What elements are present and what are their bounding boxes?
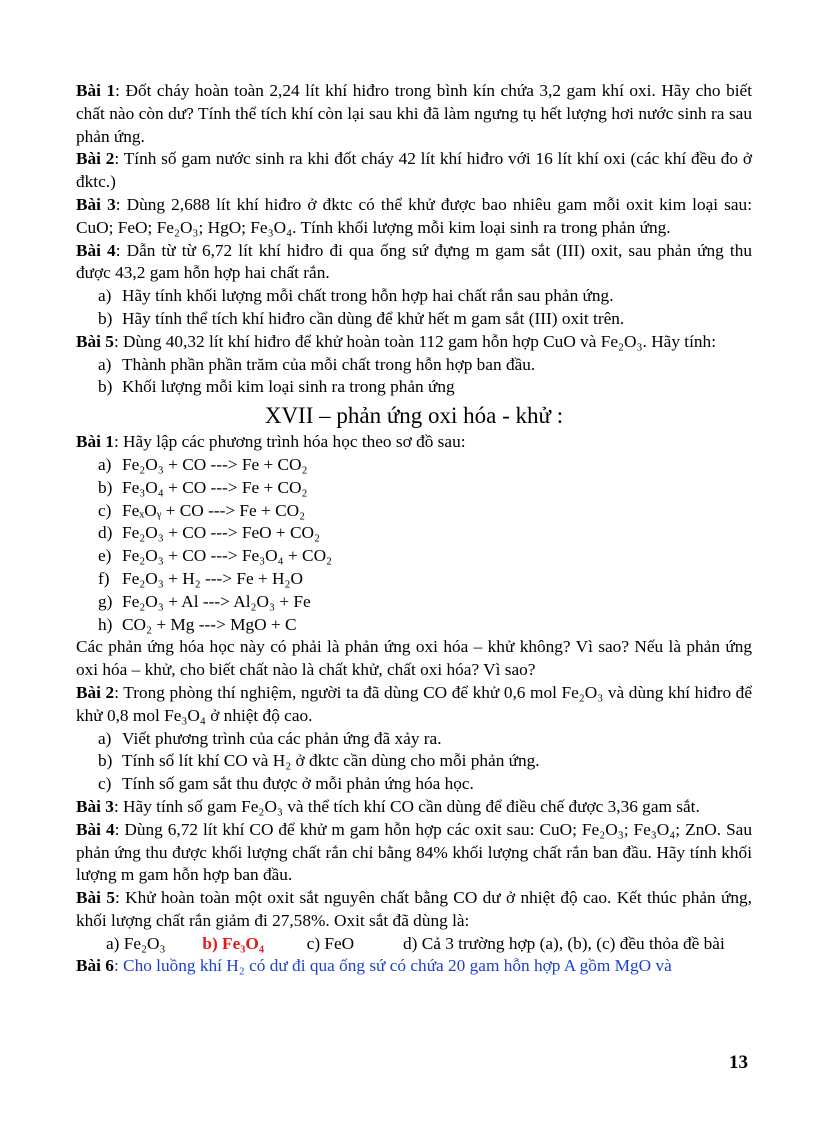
reaction-item — [76, 568, 752, 591]
exercise-2-redox — [76, 682, 752, 728]
reaction-text: Fe₂O₃ + CO ---> Fe + CO₂ — [122, 454, 308, 474]
exercise-label: Bài 1 — [76, 432, 114, 452]
page-number: 13 — [729, 1052, 748, 1073]
exercise-text: : Hãy tính số gam Fe₂O₃ và thể tích khí CO cần dùng để điều chế được 3,36 gam sắt. — [113, 796, 700, 816]
exercise-4-redox — [76, 819, 752, 887]
item-label: b) — [98, 477, 113, 497]
reaction-item — [76, 614, 752, 637]
reaction-text: Fe₂O₃ + Al ---> Al₂O₃ + Fe — [122, 591, 311, 611]
exercise-text: : Trong phòng thí nghiệm, người ta đã dùng CO để khử 0,6 mol Fe₂O₃ và dùng khí hiđro để khử 0,8 mol Fe₃O₄ ở nhiệt độ cao. — [76, 682, 752, 725]
exercise-text: : Dẫn từ từ 6,72 lít khí hiđro đi qua ống sứ đựng m gam sắt (III) oxit, sau phản ứng thu được 43,2 gam hỗn hợp hai chất rắn. — [76, 240, 752, 283]
list-item — [76, 376, 752, 399]
exercise-text: : Tính số gam nước sinh ra khi đốt cháy 42 lít khí hiđro với 16 lít khí oxi (các khí đều đo ở đktc.) — [76, 149, 752, 192]
reaction-item — [76, 522, 752, 545]
list-item — [76, 728, 752, 751]
item-label: f) — [98, 568, 110, 588]
item-label: b) — [98, 377, 113, 397]
exercise-text: : Dùng 40,32 lít khí hiđro để khử hoàn toàn 112 gam hỗn hợp CuO và Fe₂O₃. Hãy tính: — [113, 331, 716, 351]
exercise-5 — [76, 331, 752, 354]
exercise-label: Bài 3 — [76, 796, 114, 816]
choice-a: a) Fe₂O₃ — [106, 933, 166, 953]
choice-b-correct: b) Fe₃O₄ — [202, 933, 265, 953]
exercise-text: : Đốt cháy hoàn toàn 2,24 lít khí hiđro trong bình kín chứa 3,2 gam khí oxi. Hãy cho biết chất nào còn dư? Tính thể tích khí còn lại sau khi đã làm ngưng tụ hết lượng hơi nước sinh ra sau phản ứng. — [76, 81, 753, 146]
item-label: d) — [98, 523, 113, 543]
item-label: a) — [98, 728, 112, 748]
exercise-label: Bài 2 — [76, 682, 115, 702]
reaction-text: Fe₃O₄ + CO ---> Fe + CO₂ — [122, 477, 308, 497]
reaction-text: CO₂ + Mg ---> MgO + C — [122, 614, 297, 634]
item-label: h) — [98, 614, 113, 634]
item-label: a) — [98, 454, 112, 474]
exercise-label: Bài 2 — [76, 149, 115, 169]
reaction-item — [76, 500, 752, 523]
item-text: Hãy tính khối lượng mỗi chất trong hỗn hợp hai chất rắn sau phản ứng. — [122, 286, 614, 306]
exercise-label: Bài 4 — [76, 240, 116, 260]
item-label: a) — [98, 354, 112, 374]
reaction-item — [76, 591, 752, 614]
reaction-item — [76, 477, 752, 500]
exercise-3-redox — [76, 796, 752, 819]
item-text: Tính số gam sắt thu được ở mỗi phản ứng hóa học. — [122, 774, 474, 794]
exercise-4 — [76, 240, 752, 286]
exercise-label: Bài 4 — [76, 819, 115, 839]
exercise-3 — [76, 194, 752, 240]
item-label: c) — [98, 774, 112, 794]
reaction-text: Fe₂O₃ + CO ---> Fe₃O₄ + CO₂ — [122, 546, 333, 566]
exercise-label: Bài 6 — [76, 956, 114, 976]
exercise-text: : Dùng 6,72 lít khí CO để khử m gam hỗn hợp các oxit sau: CuO; Fe₂O₃; Fe₃O₄; ZnO. Sau phản ứng thu được khối lượng chất rắn chỉ bằng 84% khối lượng chất rắn ban đầu. Hãy tính khối lượng m gam hỗn hợp ban đầu. — [76, 819, 752, 885]
item-label: b) — [98, 308, 113, 328]
exercise-1-redox — [76, 431, 752, 454]
exercise-text: : Khử hoàn toàn một oxit sắt nguyên chất bằng CO dư ở nhiệt độ cao. Kết thúc phản ứng, khối lượng chất rắn giảm đi 27,58%. Oxit sắt đã dùng là: — [76, 888, 753, 930]
choice-c: c) FeO — [306, 933, 355, 953]
item-label: a) — [98, 286, 112, 306]
item-text: Thành phần phần trăm của mỗi chất trong hỗn hợp ban đầu. — [122, 354, 536, 374]
item-label: b) — [98, 751, 113, 771]
reaction-item — [76, 454, 752, 477]
item-text: Hãy tính thể tích khí hiđro cần dùng để khử hết m gam sắt (III) oxit trên. — [122, 308, 625, 328]
exercise-text: : Cho luồng khí H₂ có dư đi qua ống sứ có chứa 20 gam hỗn hợp A gồm MgO và — [113, 956, 672, 976]
item-text: Tính số lít khí CO và H₂ ở đktc cần dùng cho mỗi phản ứng. — [122, 751, 540, 771]
exercise-label: Bài 1 — [76, 81, 116, 100]
item-text: Viết phương trình của các phản ứng đã xảy ra. — [122, 728, 442, 748]
list-item — [76, 773, 752, 796]
exercise-1 — [76, 80, 752, 148]
reaction-text: Fe₂O₃ + CO ---> FeO + CO₂ — [122, 523, 321, 543]
exercise-label: Bài 5 — [76, 331, 114, 351]
exercise-2 — [76, 148, 752, 194]
exercise-text: : Dùng 2,688 lít khí hiđro ở đktc có thể khử được bao nhiêu gam mỗi oxit kim loại sau: CuO; FeO; Fe₂O₃; HgO; Fe₃O₄. Tính khối lượng mỗi kim loại sinh ra trong phản ứng. — [76, 194, 752, 237]
list-item — [76, 308, 752, 331]
answer-choices — [76, 933, 752, 956]
exercise-text: : Hãy lập các phương trình hóa học theo sơ đồ sau: — [113, 432, 466, 452]
choice-d: d) Cả 3 trường hợp (a), (b), (c) đều thỏa đề bài — [402, 933, 725, 953]
item-text: Khối lượng mỗi kim loại sinh ra trong phản ứng — [122, 377, 455, 397]
item-label: e) — [98, 546, 112, 566]
list-item — [76, 750, 752, 773]
item-label: g) — [98, 591, 113, 611]
exercise-label: Bài 5 — [76, 888, 115, 908]
document-page — [76, 80, 752, 978]
exercise-label: Bài 3 — [76, 194, 116, 214]
question-text: Các phản ứng hóa học này có phải là phản ứng oxi hóa – khử không? Vì sao? Nếu là phản ứng oxi hóa – khử, cho biết chất nào là chất khử, chất oxi hóa? Vì sao? — [76, 637, 752, 680]
reaction-text: Fe₂O₃ + H₂ ---> Fe + H₂O — [122, 568, 304, 588]
reaction-item — [76, 545, 752, 568]
list-item — [76, 354, 752, 377]
exercise-6-redox — [76, 955, 752, 978]
list-item — [76, 285, 752, 308]
reaction-text: FeₓOᵧ + CO ---> Fe + CO₂ — [122, 500, 306, 520]
exercise-5-redox — [76, 887, 752, 933]
section-heading: XVII – phản ứng oxi hóa - khử : — [264, 403, 564, 429]
item-label: c) — [98, 500, 112, 520]
